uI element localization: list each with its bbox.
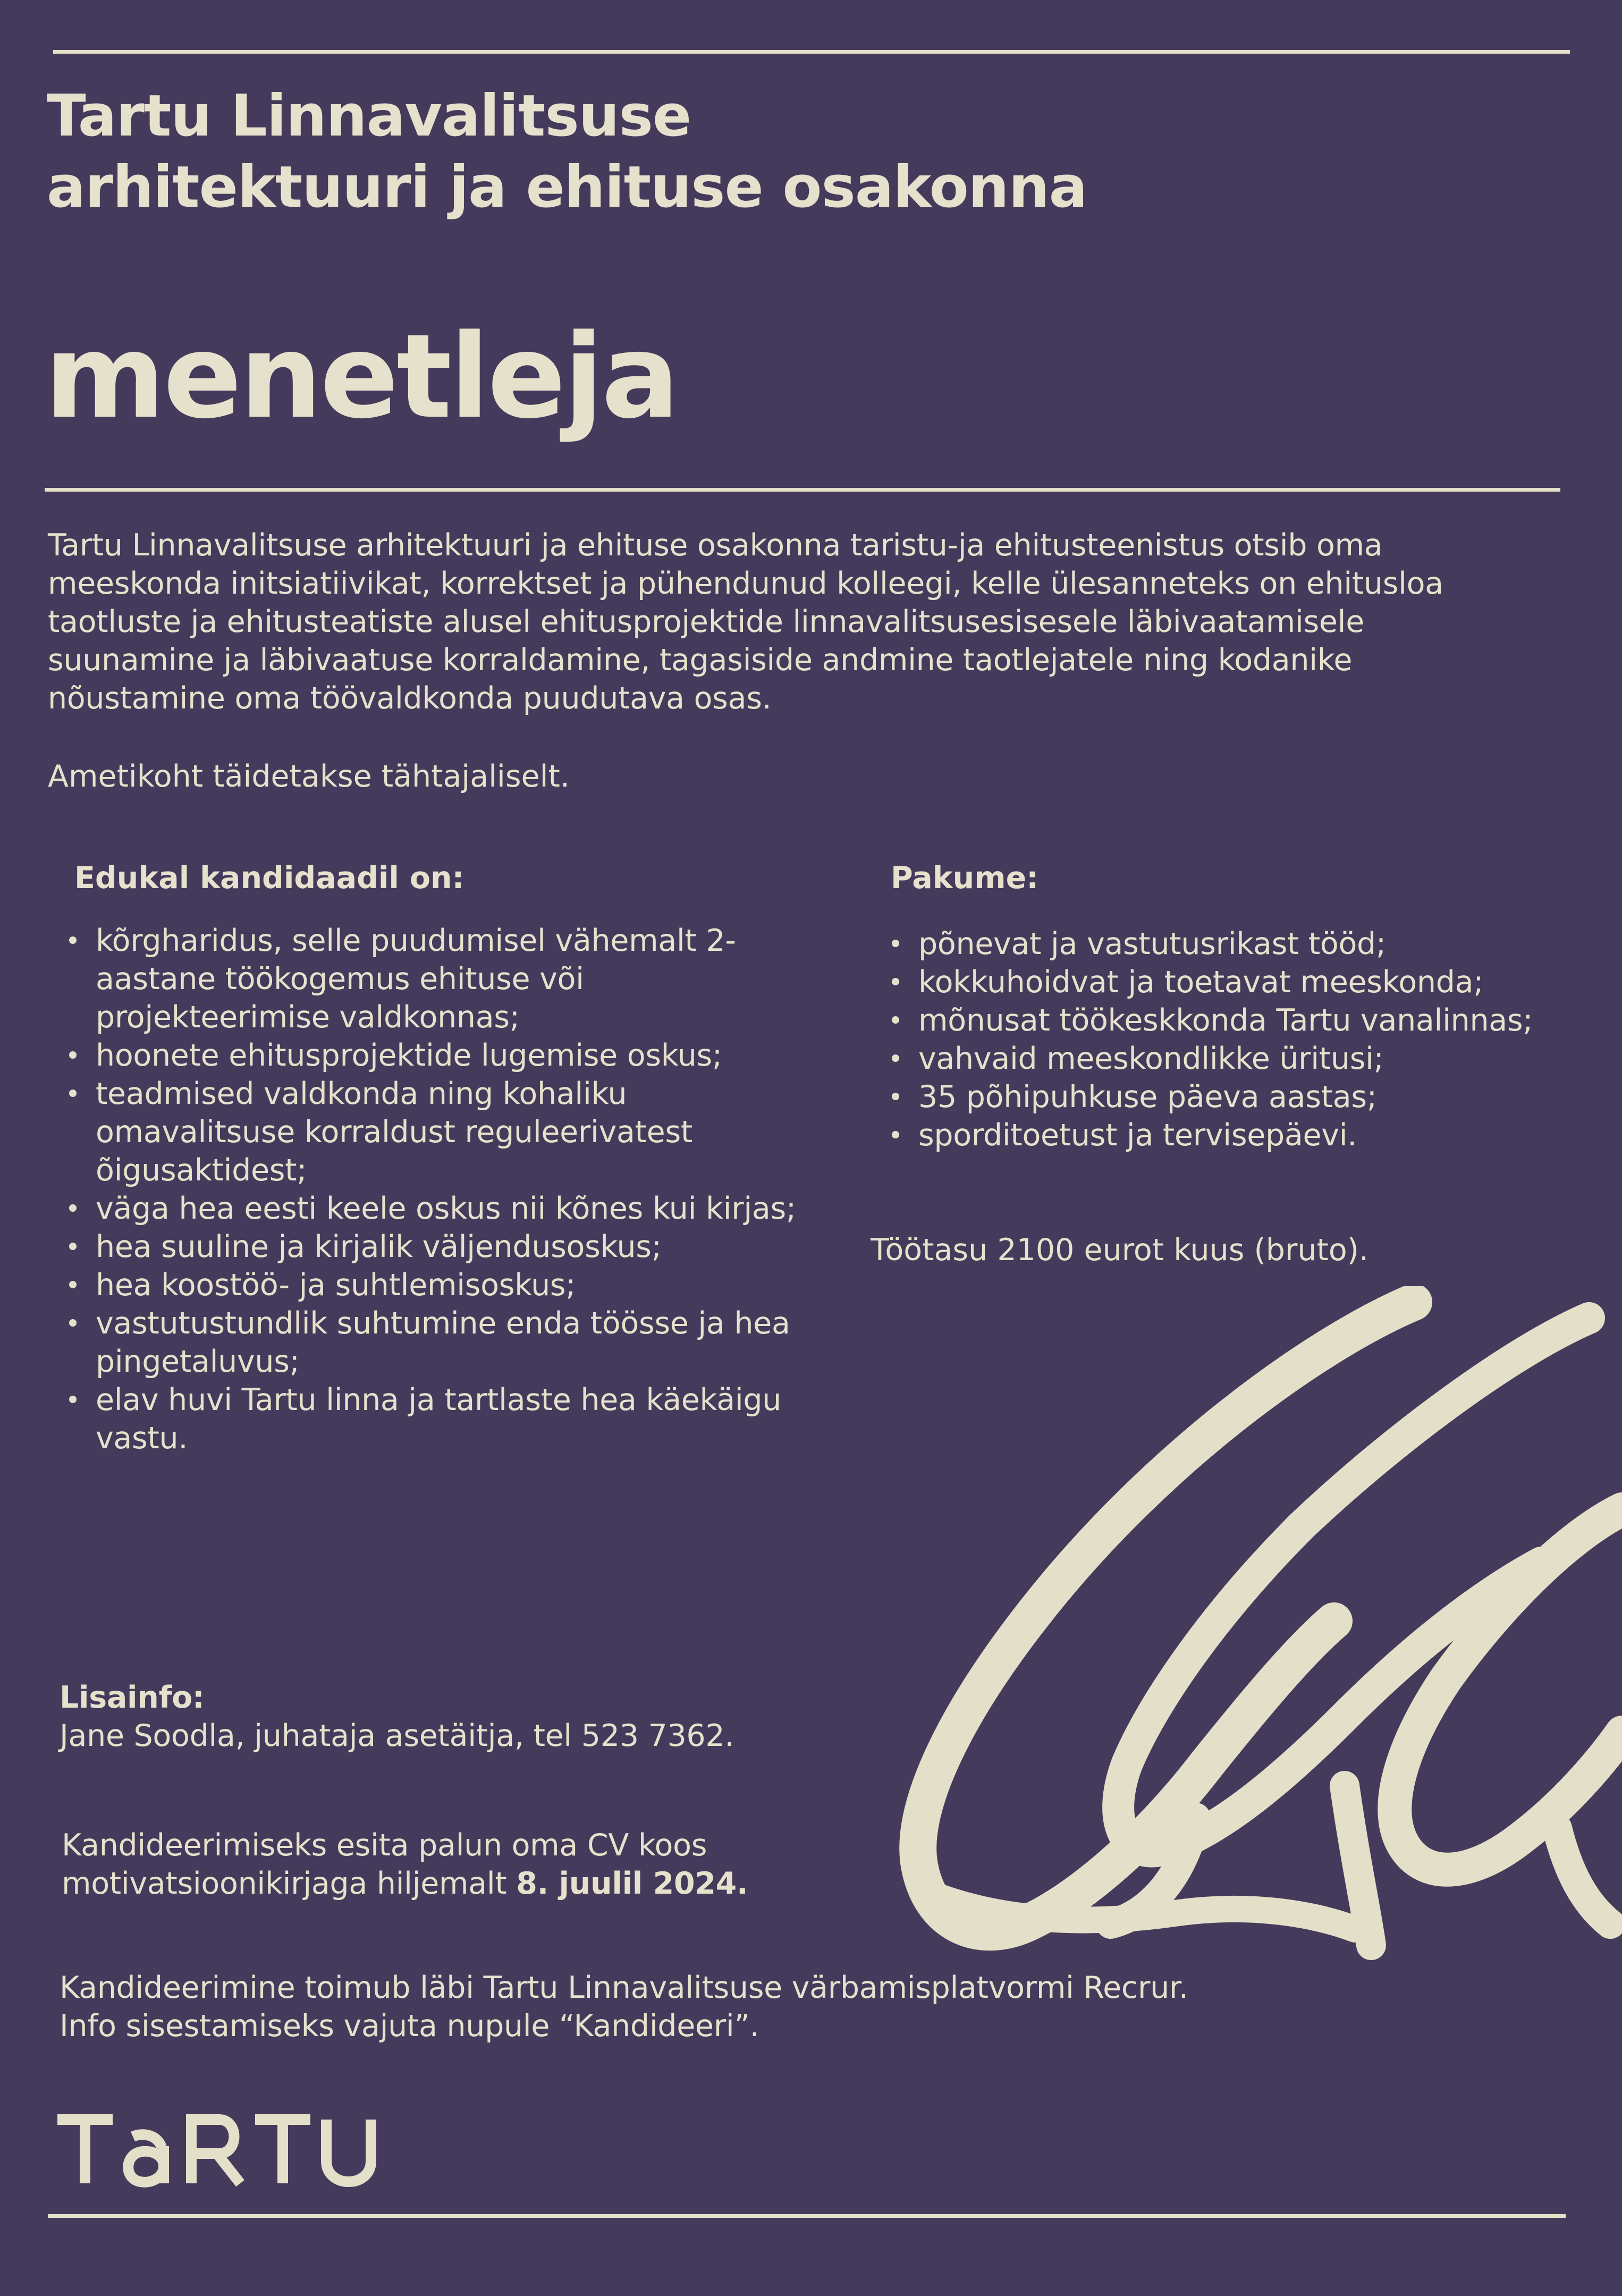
department-line-1: Tartu Linnavalitsuse: [47, 83, 691, 149]
offer-item: mõnusat töökeskkonda Tartu vanalinnas;: [871, 1001, 1604, 1040]
requirement-item: vastutustundlik suhtumine enda töösse ja hea pingetaluvus;: [48, 1304, 808, 1381]
requirement-item: väga hea eesti keele oskus nii kõnes kui kirjas;: [48, 1189, 808, 1228]
job-title: menetleja: [45, 310, 678, 444]
requirement-item: elav huvi Tartu linna ja tartlaste hea käekäigu vastu.: [48, 1381, 808, 1457]
platform-line-1: Kandideerimine toimub läbi Tartu Linnavalitsuse värbamisplatvormi Recrur.: [60, 1970, 1188, 2005]
requirement-item: teadmised valdkonda ning kohaliku omavalitsuse korraldust reguleerivatest õigusaktidest;: [48, 1075, 808, 1189]
header-rule: [45, 488, 1560, 492]
decorative-scribble: [877, 1286, 1622, 1988]
requirements-list: [48, 922, 808, 1457]
contact-block: [60, 1678, 734, 1755]
offer-list: [871, 925, 1604, 1154]
top-rule: [53, 50, 1570, 54]
requirement-item: hoonete ehitusprojektide lugemise oskus;: [48, 1036, 808, 1075]
bottom-rule: [48, 2214, 1566, 2218]
requirement-item: hea suuline ja kirjalik väljendusoskus;: [48, 1228, 808, 1266]
platform-block: [60, 1969, 1188, 2045]
contact-title: Lisainfo:: [60, 1680, 205, 1715]
salary-text: Töötasu 2100 eurot kuus (bruto).: [871, 1233, 1369, 1268]
department-line-2: arhitektuuri ja ehituse osakonna: [47, 154, 1087, 221]
deadline-date: 8. juulil 2024.: [516, 1866, 748, 1901]
intro-text: [48, 526, 1525, 718]
apply-line-2-text: motivatsioonikirjaga hiljemalt: [62, 1866, 517, 1901]
department-title: [47, 81, 1269, 223]
offer-item: 35 põhipuhkuse päeva aastas;: [871, 1078, 1604, 1116]
intro-paragraph: Tartu Linnavalitsuse arhitektuuri ja ehituse osakonna taristu-ja ehitusteenistus otsib oma meeskonda initsiatiivikat, korrektset ja pühendunud kolleegi, kelle ülesanneteks on ehitusloa taotluste ja ehitusteatiste alusel ehitusprojektide linnavalitsusesisesele läbivaatamisele suunamine ja läbivaatuse korraldamine, tagasiside andmine taotlejatele ning kodanike nõustamine oma töövaldkonda puudutava osas.: [48, 528, 1443, 716]
requirement-item: hea koostöö- ja suhtlemisoskus;: [48, 1266, 808, 1304]
term-note: Ametikoht täidetakse tähtajaliselt.: [48, 759, 570, 794]
offer-title: Pakume:: [891, 860, 1039, 896]
apply-line-2: [62, 1864, 748, 1903]
requirements-title: Edukal kandidaadil on:: [74, 860, 464, 896]
requirement-item: kõrgharidus, selle puudumisel vähemalt 2-aastane töökogemus ehituse või projekteerimise valdkonnas;: [48, 922, 808, 1036]
apply-line-1: Kandideerimiseks esita palun oma CV koos: [62, 1828, 707, 1863]
offer-item: sporditoetust ja tervisepäevi.: [871, 1116, 1604, 1154]
offer-item: vahvaid meeskondlikke üritusi;: [871, 1040, 1604, 1078]
tartu-logo: [57, 2109, 376, 2194]
apply-block: [62, 1826, 748, 1903]
offer-item: kokkuhoidvat ja toetavat meeskonda;: [871, 963, 1604, 1001]
offer-item: põnevat ja vastutusrikast tööd;: [871, 925, 1604, 963]
platform-line-2: Info sisestamiseks vajuta nupule “Kandideeri”.: [60, 2008, 759, 2044]
contact-text: Jane Soodla, juhataja asetäitja, tel 523 7362.: [60, 1718, 734, 1753]
